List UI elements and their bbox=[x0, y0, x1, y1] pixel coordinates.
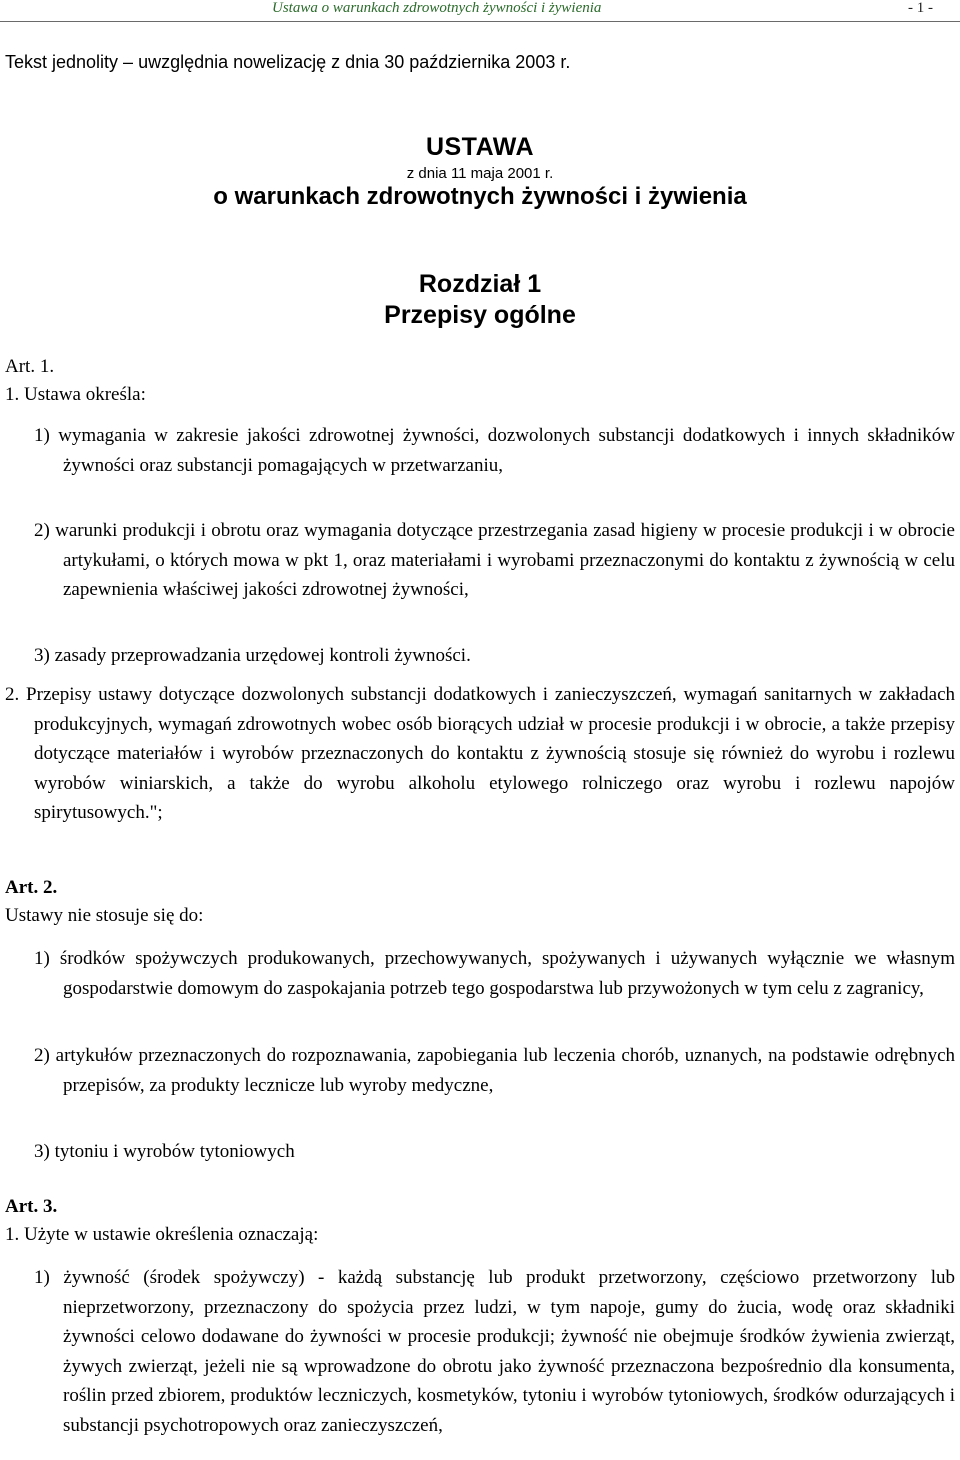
act-subject-heading: o warunkach zdrowotnych żywności i żywienia bbox=[213, 183, 747, 210]
article-1-item-1-text: 1) wymagania w zakresie jakości zdrowotnej żywności, dozwolonych substancji dodatkowych i innych składników żywności oraz substancji pomagających w przetwarzaniu, bbox=[34, 425, 955, 476]
article-3-lead: 1. Użyte w ustawie określenia oznaczają: bbox=[5, 1224, 319, 1245]
chapter-number-heading: Rozdział 1 bbox=[418, 270, 542, 298]
article-1-paragraph-2 bbox=[5, 680, 955, 828]
page-number: - 1 - bbox=[908, 0, 933, 16]
consolidated-text-note: Tekst jednolity – uwzględnia nowelizację z dnia 30 października 2003 r. bbox=[5, 52, 571, 72]
article-1-lead: 1. Ustawa określa: bbox=[5, 384, 146, 405]
article-2-item-2-text: 2) artykułów przeznaczonych do rozpoznawania, zapobiegania lub leczenia chorób, uznanych, na podstawie odrębnych przepisów, za produkty lecznicze lub wyroby medyczne, bbox=[34, 1045, 955, 1096]
act-type-heading: USTAWA bbox=[425, 133, 535, 161]
article-1-item-2-text: 2) warunki produkcji i obrotu oraz wymagania dotyczące przestrzegania zasad higieny w procesie produkcji i w obrocie artykułami, o których mowa w pkt 1, oraz materiałami i wyrobami przeznaczonymi do kontaktu z żywnością w celu zapewnienia właściwej jakości zdrowotnej żywności, bbox=[34, 520, 955, 601]
article-2-item-2 bbox=[34, 1041, 955, 1100]
article-1-heading: Art. 1. bbox=[5, 356, 55, 377]
chapter-name-heading: Przepisy ogólne bbox=[384, 301, 576, 329]
header-divider bbox=[0, 21, 960, 22]
running-header-title: Ustawa o warunkach zdrowotnych żywności i żywienia bbox=[272, 0, 602, 16]
article-2-item-1 bbox=[34, 944, 955, 1003]
article-1-item-3: 3) zasady przeprowadzania urzędowej kontroli żywności. bbox=[34, 645, 471, 666]
article-2-lead: Ustawy nie stosuje się do: bbox=[5, 905, 204, 926]
article-3-heading: Art. 3. bbox=[5, 1196, 58, 1217]
article-1-paragraph-2-text: 2. Przepisy ustawy dotyczące dozwolonych substancji dodatkowych i zanieczyszczeń, wymagań sanitarnych w zakładach produkcyjnych, wymagań zdrowotnych wobec osób biorących udział w procesie produkcji i w obrocie, a także przepisy dotyczące materiałów i wyrobów przeznaczonych do kontaktu z żywnością stosuje się również do wyrobu i rozlewu wyrobów winiarskich, a także do wyrobu alkoholu etylowego rolniczego oraz wyrobu i rozlewu napojów spirytusowych."; bbox=[5, 684, 955, 824]
article-3-item-1 bbox=[34, 1263, 955, 1441]
article-1-item-1 bbox=[34, 421, 955, 480]
act-date: z dnia 11 maja 2001 r. bbox=[406, 165, 554, 182]
article-2-heading: Art. 2. bbox=[5, 877, 58, 898]
article-2-item-3: 3) tytoniu i wyrobów tytoniowych bbox=[34, 1141, 295, 1162]
article-3-item-1-text: 1) żywność (środek spożywczy) - każdą substancję lub produkt przetworzony, częściowo przetworzony lub nieprzetworzony, przeznaczony do spożycia przez ludzi, w tym napoje, gumy do żucia, wodę oraz składniki żywności celowo dodawane do żywności w procesie produkcji; żywność nie obejmuje środków żywienia zwierząt, żywych zwierząt, jeżeli nie są wprowadzone do obrotu jako żywność przeznaczona bezpośrednio dla konsumenta, roślin przed zbiorem, produktów leczniczych, kosmetyków, tytoniu i wyrobów tytoniowych, środków odurzających i substancji psychotropowych oraz zanieczyszczeń, bbox=[34, 1267, 955, 1436]
article-2-item-1-text: 1) środków spożywczych produkowanych, przechowywanych, spożywanych i używanych wyłącznie we własnym gospodarstwie domowym do zaspokajania potrzeb tego gospodarstwa lub przywożonych w tym celu z zagranicy, bbox=[34, 948, 955, 999]
article-1-item-2 bbox=[34, 516, 955, 605]
